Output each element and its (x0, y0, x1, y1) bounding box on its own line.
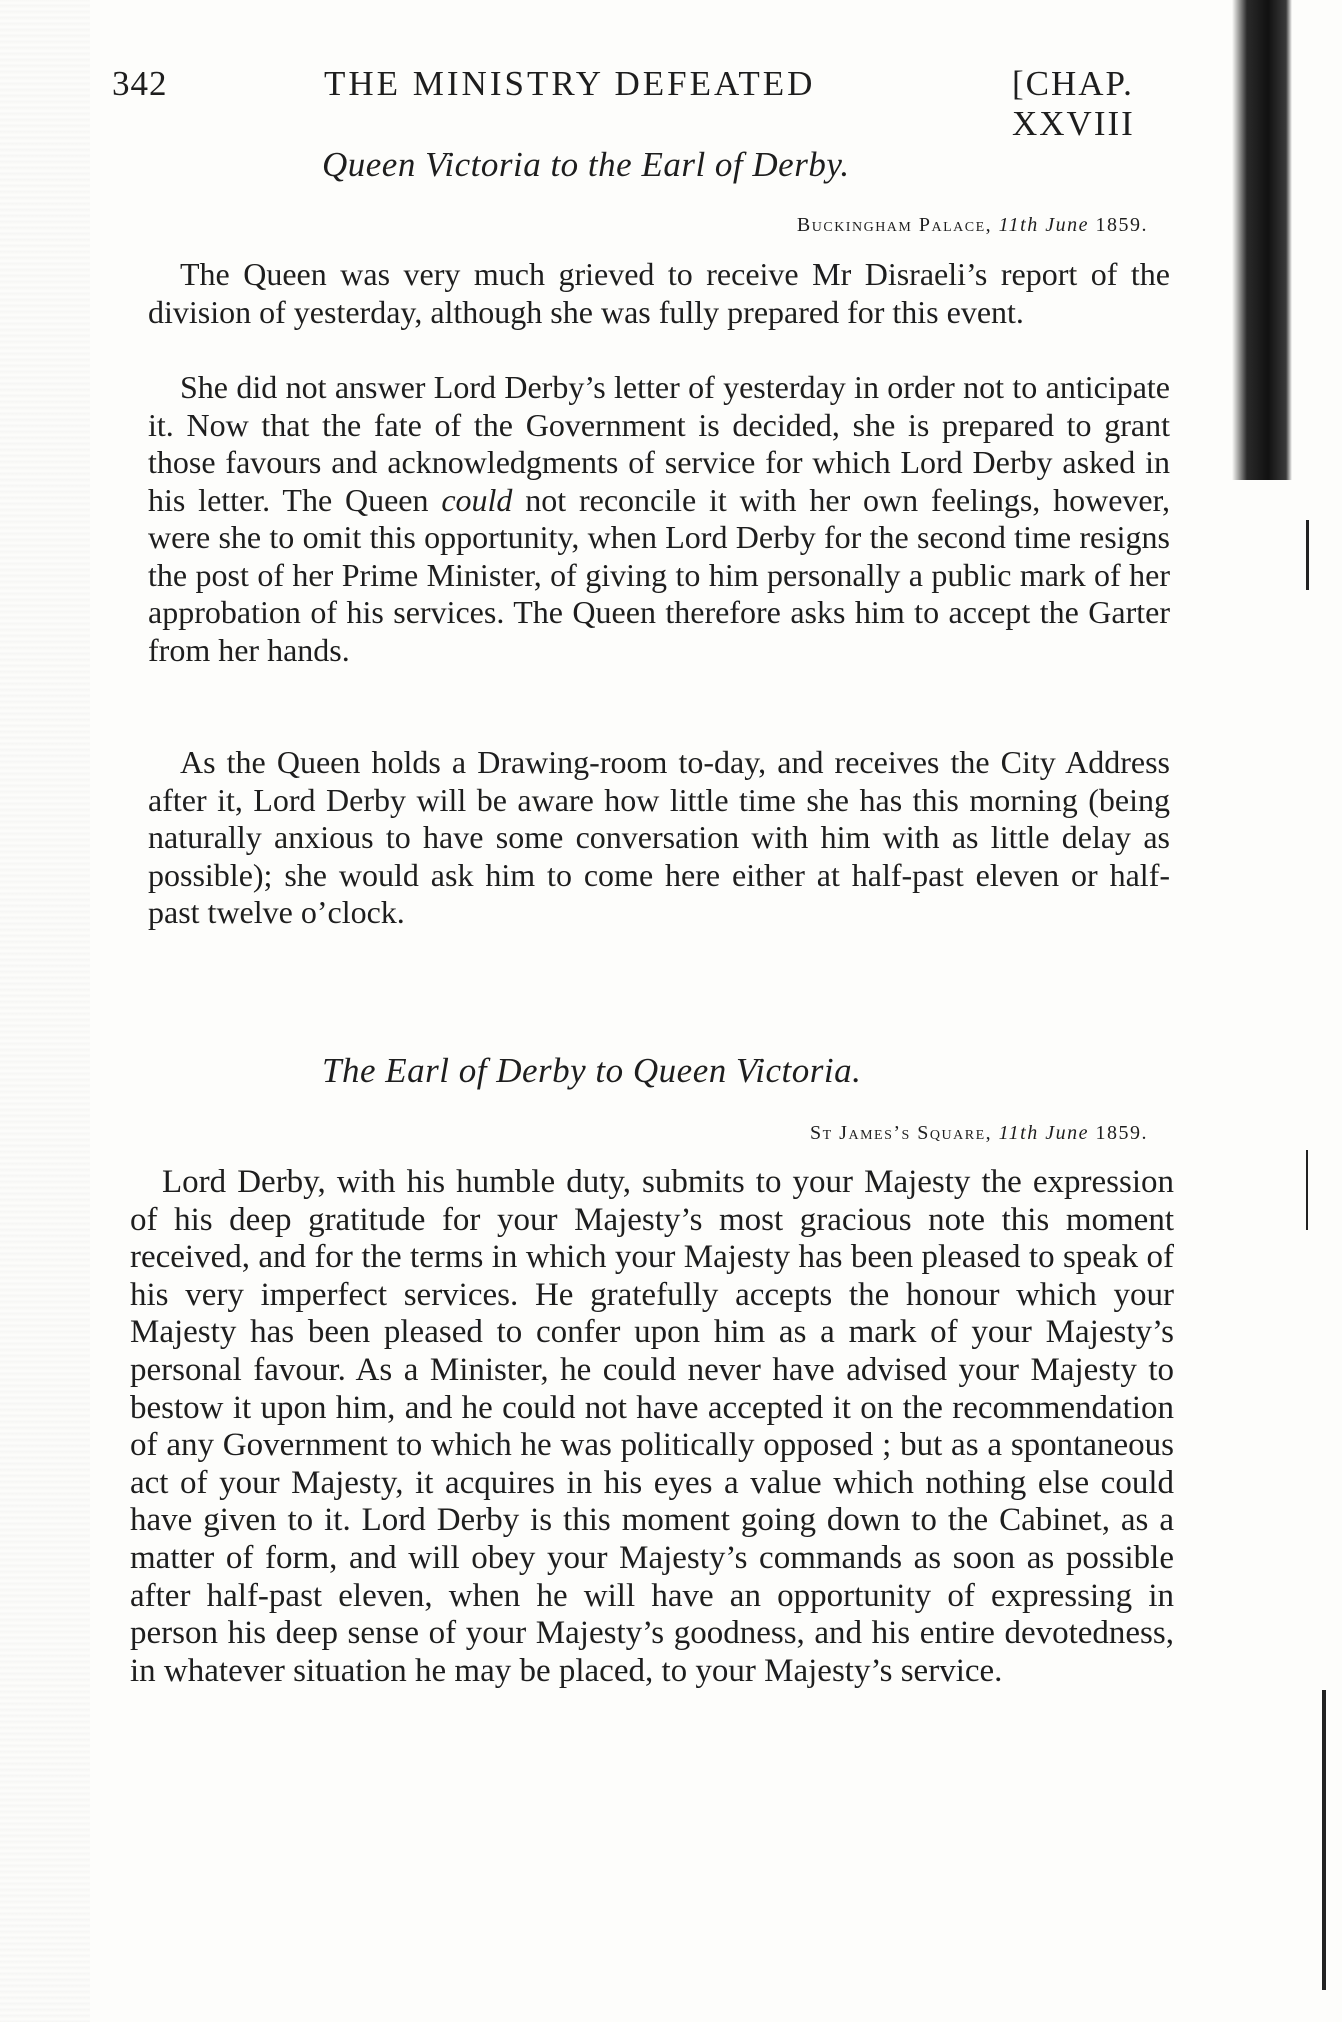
dateline-place: St James’s Square, (810, 1122, 993, 1144)
dateline-place: Buckingham Palace, (796, 214, 993, 236)
running-title: THE MINISTRY DEFEATED (324, 64, 816, 103)
scan-binding-mark (1306, 1150, 1308, 1230)
dateline-month: June (1045, 214, 1089, 236)
paragraph-text: She did not answer Lord Derby’s letter of yesterday in order not to anticipate it. Now that the fate of the Government is decided, she is prepared to grant those favours and acknowledgments of service for which Lord Derby asked in his letter. The Queen (148, 369, 1170, 518)
paragraph (148, 369, 1170, 669)
scan-edge-shading (0, 0, 90, 2022)
letter-heading: The Earl of Derby to Queen Victoria. (322, 1051, 862, 1090)
paragraph: The Queen was very much grieved to receive Mr Disraeli’s report of the division of yesterday, although she was fully prepared for this event. (148, 256, 1170, 330)
page-number: 342 (112, 64, 168, 103)
scan-binding-mark (1322, 1690, 1326, 1990)
paragraph: Lord Derby, with his humble duty, submits to your Majesty the expression of his deep gratitude for your Majesty’s most gracious note this moment received, and for the terms in which your Majesty has been pleased to speak of his very imperfect services. He gratefully accepts the honour which your Majesty has been pleased to confer upon him as a mark of your Majesty’s personal favour. As a Minister, he could never have advised your Majesty to bestow it upon him, and he could not have accepted it on the recommendation of any Government to which he was politically opposed ; but as a spontaneous act of your Majesty, it acquires in his eyes a value which nothing else could have given to it. Lord Derby is this moment going down to the Cabinet, as a matter of form, and will obey your Majesty’s commands as soon as possible after half-past eleven, when he will have an opportunity of expressing in person his deep sense of your Majesty’s goodness, and his entire devotedness, in whatever situation he may be placed, to your Majesty’s service. (130, 1164, 1174, 1689)
dateline-year: 1859. (1095, 214, 1148, 236)
letter-heading: Queen Victoria to the Earl of Derby. (322, 145, 850, 184)
emphasis: could (441, 481, 513, 518)
paragraph: As the Queen holds a Drawing-room to-day, and receives the City Address after it, Lord Derby will be aware how little time she has this morning (being naturally anxious to have some conversation with him with as little delay as possible); she would ask him to come here either at half-past eleven or half-past twelve o’clock. (148, 744, 1170, 930)
paragraph-text: not reconcile it with her own feelings, however, were she to omit this opportunity, when Lord Derby for the second time resigns the post of her Prime Minister, of giving to him personally a public mark of her approbation of his services. The Queen therefore asks him to accept the Garter from her hands. (148, 481, 1170, 668)
letter-dateline (797, 214, 1148, 237)
dateline-month: June (1045, 1122, 1089, 1144)
scan-binding-shadow (1232, 0, 1292, 480)
dateline-day: 11th (998, 214, 1039, 236)
letter-dateline (810, 1122, 1148, 1145)
chapter-label: [CHAP. XXVIII (1012, 64, 1135, 143)
dateline-day: 11th (998, 1122, 1039, 1144)
dateline-year: 1859. (1095, 1122, 1148, 1144)
scan-binding-mark (1306, 520, 1309, 590)
